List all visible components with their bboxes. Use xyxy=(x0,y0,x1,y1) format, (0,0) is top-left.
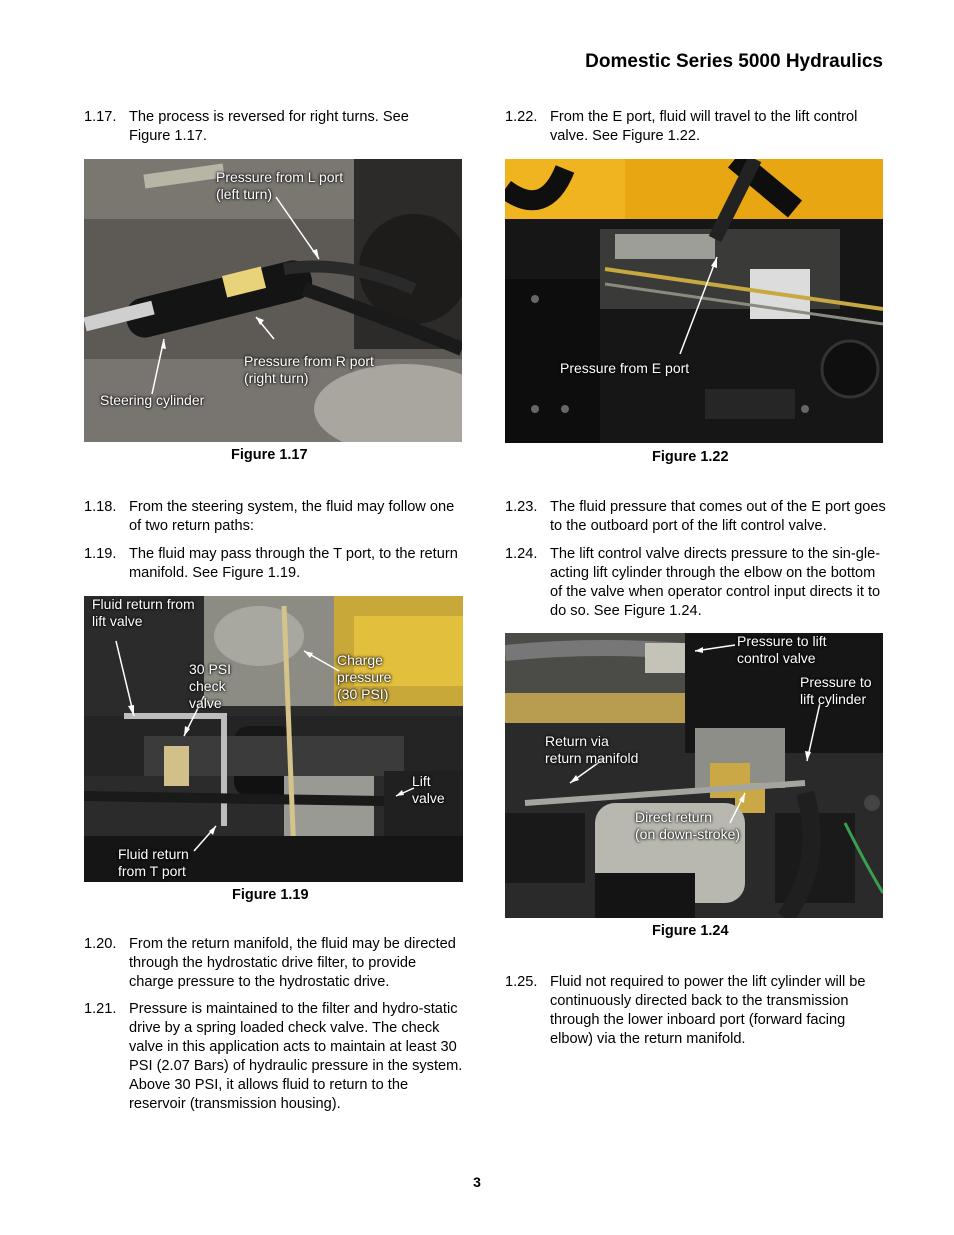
page-title: Domestic Series 5000 Hydraulics xyxy=(585,51,883,72)
callout-charge-pressure: Charge pressure (30 PSI) xyxy=(337,652,392,702)
caption-figure-1-22: Figure 1.22 xyxy=(652,449,729,465)
caption-figure-1-17: Figure 1.17 xyxy=(231,447,308,463)
callout-return-t-port: Fluid return from T port xyxy=(118,846,189,879)
caption-figure-1-24: Figure 1.24 xyxy=(652,923,729,939)
figure-1-24-photo xyxy=(505,633,883,918)
step-1-17 xyxy=(84,108,414,146)
callout-l-port: Pressure from L port (left turn) xyxy=(216,169,344,202)
callout-r-port: Pressure from R port (right turn) xyxy=(244,353,374,386)
callout-return-lift-valve: Fluid return from lift valve xyxy=(92,596,195,629)
step-1-19: 1.19. The fluid may pass through the T port, to the return manifold. See Figure 1.19. xyxy=(84,546,458,581)
callout-lift-valve: Lift valve xyxy=(412,773,445,806)
step-1-25: 1.25. Fluid not required to power the lift cylinder will be continuously directed back to the transmission through the lower inboard port (forward facing elbow) via the return manifold. xyxy=(505,974,866,1047)
figure-1-22-photo xyxy=(505,159,883,443)
step-number: 1.17. xyxy=(84,109,117,125)
callout-e-port: Pressure from E port xyxy=(560,360,690,376)
callout-to-control-valve: Pressure to lift control valve xyxy=(737,633,827,666)
caption-figure-1-19: Figure 1.19 xyxy=(232,887,309,903)
figure-1-17-photo xyxy=(84,159,462,442)
callout-check-valve: 30 PSI check valve xyxy=(189,661,232,711)
step-1-23: 1.23. The fluid pressure that comes out of the E port goes to the outboard port of the lift control valve. xyxy=(505,499,886,534)
figure-1-19-photo xyxy=(84,596,463,882)
step-1-24: 1.24. The lift control valve directs pressure to the sin-gle-acting lift cylinder through the elbow on the bottom of the valve when operator control input directs it to do so. See Figure 1.24. xyxy=(505,546,881,619)
step-1-20: 1.20. From the return manifold, the fluid may be directed through the hydrostatic drive filter, to provide charge pressure to the hydrostatic drive. xyxy=(84,936,456,990)
page-number: 3 xyxy=(473,1174,481,1190)
callout-steering-cylinder: Steering cylinder xyxy=(100,392,205,408)
step-1-21: 1.21. Pressure is maintained to the filter and hydro-static drive by a spring loaded check valve. The check valve in this application acts to maintain at least 30 PSI (2.07 Bars) of hydraulic pressure in the system. Above 30 PSI, it allows fluid to return to the reservoir (transmission housing). xyxy=(84,1001,463,1112)
step-text: The process is reversed for right turns. See Figure 1.17. xyxy=(129,109,409,144)
callout-direct-return: Direct return (on down-stroke) xyxy=(635,809,741,842)
callout-return-manifold: Return via return manifold xyxy=(545,733,639,766)
callout-to-lift-cylinder: Pressure to lift cylinder xyxy=(800,674,872,707)
step-1-18: 1.18. From the steering system, the fluid may follow one of two return paths: xyxy=(84,499,455,534)
lift-control-valve-photo-icon xyxy=(505,159,883,443)
return-manifold-photo-icon xyxy=(84,596,463,882)
step-1-22: 1.22. From the E port, fluid will travel to the lift control valve. See Figure 1.22. xyxy=(505,109,858,144)
